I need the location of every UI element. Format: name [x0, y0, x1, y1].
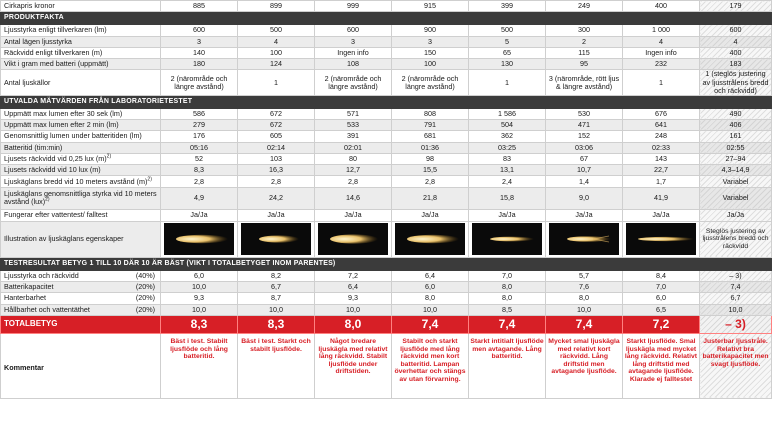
table-cell: 98	[392, 153, 469, 164]
score-cell: 8,4	[623, 270, 700, 281]
row-label	[1, 165, 161, 176]
total-score: 7,4	[546, 315, 623, 333]
beam-illustration-cell	[546, 221, 623, 257]
table-cell: 915	[392, 1, 469, 12]
table-cell: 4,9	[161, 187, 238, 209]
footnote-marker: 2)	[45, 196, 50, 203]
row-label-text: Ljusstyrka enligt tillverkaren (lm)	[4, 25, 107, 35]
table-cell: 05:16	[161, 142, 238, 153]
table-cell: 8,3	[161, 165, 238, 176]
table-row	[1, 119, 772, 130]
score-cell: 6,0	[161, 270, 238, 281]
table-cell: 400	[623, 1, 700, 12]
table-cell: 4,3–14,9	[700, 165, 772, 176]
table-cell: 232	[623, 59, 700, 70]
table-cell: 4	[238, 36, 315, 47]
row-label	[1, 36, 161, 47]
score-cell: – 3)	[700, 270, 772, 281]
score-cell: 10,0	[161, 304, 238, 315]
table-cell: 15,5	[392, 165, 469, 176]
table-cell: 885	[161, 1, 238, 12]
table-cell: 600	[315, 25, 392, 36]
score-cell: 8,0	[392, 293, 469, 304]
table-cell: Ja/Ja	[623, 209, 700, 221]
row-label	[1, 153, 161, 164]
total-score: 8,0	[315, 315, 392, 333]
table-row	[1, 282, 772, 293]
row-label-text: Cirkapris kronor	[4, 1, 55, 11]
score-cell: 7,0	[623, 282, 700, 293]
table-cell: 504	[469, 119, 546, 130]
score-cell: 10,0	[392, 304, 469, 315]
table-row	[1, 293, 772, 304]
row-label-text: Hållbarhet och vattentäthet	[4, 304, 90, 314]
table-cell: 83	[469, 153, 546, 164]
score-cell: 6,4	[315, 282, 392, 293]
row-label-text: Ljusets räckvidd vid 10 lux (m)	[4, 165, 101, 175]
table-cell: 4	[700, 36, 772, 47]
footnote-marker: 2)	[147, 176, 152, 183]
table-cell: 02:33	[623, 142, 700, 153]
table-cell: 27–94	[700, 153, 772, 164]
row-label	[1, 209, 161, 221]
table-cell: 500	[469, 25, 546, 36]
table-row	[1, 153, 772, 164]
table-cell: 2,8	[392, 176, 469, 187]
table-cell: 52	[161, 153, 238, 164]
table-cell: 130	[469, 59, 546, 70]
row-label	[1, 1, 161, 12]
table-cell: 100	[392, 59, 469, 70]
row-label	[1, 108, 161, 119]
table-cell: 15,8	[469, 187, 546, 209]
score-cell: 10,0	[238, 304, 315, 315]
score-cell: 6,4	[392, 270, 469, 281]
score-cell: 10,0	[315, 304, 392, 315]
comment-text: Något bredare ljuskägla med relativt lång räckvidd. Stabilt ljusflöde under driftstiden.	[315, 333, 392, 398]
light-beam-icon	[241, 223, 311, 255]
weight-label: (20%)	[135, 282, 155, 292]
table-cell: 899	[238, 1, 315, 12]
table-cell: 143	[623, 153, 700, 164]
row-label-text: Uppmätt max lumen efter 2 min (lm)	[4, 120, 119, 130]
table-cell: 571	[315, 108, 392, 119]
row-label-text: Ljuskäglans bredd vid 10 meters avstånd (m)	[4, 176, 148, 186]
score-cell: 10,0	[161, 282, 238, 293]
table-row	[1, 70, 772, 95]
table-row	[1, 25, 772, 36]
table-cell: 300	[546, 25, 623, 36]
table-cell: 249	[546, 1, 623, 12]
table-cell: 2	[546, 36, 623, 47]
table-row	[1, 187, 772, 209]
score-cell: 8,0	[469, 293, 546, 304]
comment-text: Bäst i test. Stabilt ljusflöde och lång batteritid.	[161, 333, 238, 398]
score-cell: 8,5	[469, 304, 546, 315]
light-beam-icon	[472, 223, 542, 255]
table-cell: 03:25	[469, 142, 546, 153]
table-cell: 152	[546, 131, 623, 142]
table-cell: 900	[392, 25, 469, 36]
row-label	[1, 25, 161, 36]
beam-note: Steglös justering av ljusstrålens bredd och räckvidd	[700, 221, 772, 257]
table-cell: 14,6	[315, 187, 392, 209]
table-cell: 4	[623, 36, 700, 47]
table-cell: 2,8	[161, 176, 238, 187]
table-cell: 140	[161, 47, 238, 58]
table-cell: 161	[700, 131, 772, 142]
table-cell: 533	[315, 119, 392, 130]
table-cell: 67	[546, 153, 623, 164]
table-cell: 183	[700, 59, 772, 70]
section-title: TESTRESULTAT BETYG 1 TILL 10 DÄR 10 ÄR BÄST (VIKT I TOTALBETYGET INOM PARENTES)	[1, 257, 772, 270]
table-cell: 500	[238, 25, 315, 36]
total-score: 8,3	[238, 315, 315, 333]
table-cell: 2,8	[238, 176, 315, 187]
table-cell: 1,4	[546, 176, 623, 187]
row-label: Illustration av ljuskäglans egenskaper	[1, 221, 161, 257]
table-row	[1, 59, 772, 70]
row-label	[1, 176, 161, 187]
table-cell: 248	[623, 131, 700, 142]
table-row	[1, 1, 772, 12]
beam-illustration-cell	[315, 221, 392, 257]
table-row	[1, 176, 772, 187]
table-cell: 65	[469, 47, 546, 58]
table-cell: 676	[623, 108, 700, 119]
row-label-text: Antal lägen ljusstyrka	[4, 36, 72, 46]
score-cell: 6,0	[392, 282, 469, 293]
comment-label: Kommentar	[1, 333, 161, 398]
beam-illustration-cell	[238, 221, 315, 257]
table-cell: 641	[623, 119, 700, 130]
weight-label: (40%)	[135, 270, 155, 280]
table-cell: 12,7	[315, 165, 392, 176]
row-label	[1, 282, 161, 293]
table-cell: 2 (närområde och längre avstånd)	[315, 70, 392, 95]
row-label-text: Uppmätt max lumen efter 30 sek (lm)	[4, 108, 123, 118]
table-cell: 672	[238, 108, 315, 119]
table-cell: 10,7	[546, 165, 623, 176]
table-cell: 22,7	[623, 165, 700, 176]
table-cell: 5	[469, 36, 546, 47]
light-beam-icon	[318, 223, 388, 255]
score-cell: 8,0	[469, 282, 546, 293]
score-cell: 6,5	[623, 304, 700, 315]
table-cell: 791	[392, 119, 469, 130]
footnote-marker: 2)	[106, 153, 112, 160]
comment-text: Mycket smal ljuskägla med relativt kort räckvidd. Lång driftstid men avtagande ljusflöde.	[546, 333, 623, 398]
table-cell: Ja/Ja	[700, 209, 772, 221]
table-cell: 108	[315, 59, 392, 70]
table-cell: 406	[700, 119, 772, 130]
table-cell: 21,8	[392, 187, 469, 209]
table-cell: 13,1	[469, 165, 546, 176]
table-cell: 600	[700, 25, 772, 36]
total-label: TOTALBETYG	[1, 315, 161, 333]
table-row	[1, 36, 772, 47]
table-cell: Variabel	[700, 187, 772, 209]
table-row	[1, 142, 772, 153]
score-cell: 9,3	[161, 293, 238, 304]
table-cell: Ja/Ja	[161, 209, 238, 221]
table-cell: 808	[392, 108, 469, 119]
score-cell: 10,0	[700, 304, 772, 315]
table-cell: 01:36	[392, 142, 469, 153]
score-cell: 7,2	[315, 270, 392, 281]
beam-illustration-cell	[623, 221, 700, 257]
section-header	[1, 257, 772, 270]
table-cell: 100	[238, 47, 315, 58]
table-cell: 2 (närområde och längre avstånd)	[392, 70, 469, 95]
total-score: – 3)	[700, 315, 772, 333]
table-cell: 03:06	[546, 142, 623, 153]
section-title: PRODUKTFAKTA	[1, 12, 772, 25]
row-label	[1, 187, 161, 209]
table-cell: 3	[161, 36, 238, 47]
table-cell: 1 000	[623, 25, 700, 36]
row-label	[1, 47, 161, 58]
table-cell: Ingen info	[315, 47, 392, 58]
comment-text: Stabilt och starkt ljusflöde med lång räckvidd men kort batteritid. Lampan överhettar och stängs av utan förvarning.	[392, 333, 469, 398]
row-label-text: Räckvidd enligt tillverkaren (m)	[4, 48, 103, 57]
weight-label: (20%)	[135, 293, 155, 303]
illustration-row	[1, 221, 772, 257]
total-score: 7,2	[623, 315, 700, 333]
table-cell: 362	[469, 131, 546, 142]
table-cell: 672	[238, 119, 315, 130]
score-cell: 8,7	[238, 293, 315, 304]
row-label-text: Ljusets räckvidd vid 0,25 lux (m)	[4, 153, 107, 163]
score-cell: 6,7	[238, 282, 315, 293]
table-cell: 1 586	[469, 108, 546, 119]
table-row	[1, 47, 772, 58]
section-header	[1, 12, 772, 25]
table-cell: 02:14	[238, 142, 315, 153]
table-cell: 681	[392, 131, 469, 142]
section-title: UTVALDA MÄTVÄRDEN FRÅN LABORATORIETESTET	[1, 95, 772, 108]
table-cell: 179	[700, 1, 772, 12]
table-cell: 02:55	[700, 142, 772, 153]
table-cell: 586	[161, 108, 238, 119]
row-label-text: Fungerar efter vattentest/ falltest	[4, 210, 108, 220]
score-cell: 7,0	[469, 270, 546, 281]
score-cell: 8,2	[238, 270, 315, 281]
weight-label: (20%)	[135, 304, 155, 314]
score-cell: 6,7	[700, 293, 772, 304]
table-cell: 279	[161, 119, 238, 130]
table-cell: Variabel	[700, 176, 772, 187]
row-label	[1, 142, 161, 153]
table-cell: 2,4	[469, 176, 546, 187]
comment-row	[1, 333, 772, 398]
table-cell: 115	[546, 47, 623, 58]
table-cell: 95	[546, 59, 623, 70]
table-cell: 180	[161, 59, 238, 70]
row-label	[1, 59, 161, 70]
row-label-text: Genomsnittlig lumen under batteritiden (lm)	[4, 131, 142, 141]
table-cell: 471	[546, 119, 623, 130]
beam-illustration-cell	[392, 221, 469, 257]
table-cell: Ja/Ja	[469, 209, 546, 221]
table-cell: 999	[315, 1, 392, 12]
table-cell: 1	[469, 70, 546, 95]
table-cell: 530	[546, 108, 623, 119]
table-cell: Ja/Ja	[315, 209, 392, 221]
table-cell: 1	[238, 70, 315, 95]
table-cell: 103	[238, 153, 315, 164]
row-label-text: Vikt i gram med batteri (uppmätt)	[4, 59, 109, 69]
beam-illustration-cell	[161, 221, 238, 257]
row-label	[1, 304, 161, 315]
beam-illustration-cell	[469, 221, 546, 257]
comment-text: Starkt ljusflöde. Smal ljuskägla med mycket lång räckvidd. Relativt lång driftstid med avtagande ljusflöde. Klarade ej falltestet	[623, 333, 700, 398]
table-cell: 600	[161, 25, 238, 36]
light-beam-icon	[164, 223, 234, 255]
table-cell: 1,7	[623, 176, 700, 187]
table-row	[1, 131, 772, 142]
table-cell: Ingen info	[623, 47, 700, 58]
row-label-text: Batterikapacitet	[4, 282, 54, 292]
table-cell: Ja/Ja	[546, 209, 623, 221]
table-cell: 400	[700, 47, 772, 58]
table-cell: 16,3	[238, 165, 315, 176]
table-row	[1, 165, 772, 176]
table-cell: 1 (steglös justering av ljusstrålens bredd och räckvidd)	[700, 70, 772, 95]
table-cell: 2 (närområde och längre avstånd)	[161, 70, 238, 95]
row-label	[1, 119, 161, 130]
section-header	[1, 95, 772, 108]
score-cell: 8,0	[546, 293, 623, 304]
total-score-row	[1, 315, 772, 333]
score-cell: 6,0	[623, 293, 700, 304]
total-score: 8,3	[161, 315, 238, 333]
table-row	[1, 270, 772, 281]
table-cell: Ja/Ja	[392, 209, 469, 221]
row-label	[1, 293, 161, 304]
table-row	[1, 108, 772, 119]
table-cell: Ja/Ja	[238, 209, 315, 221]
table-cell: 2,8	[315, 176, 392, 187]
row-label-text: Antal ljuskällor	[4, 77, 51, 87]
score-cell: 10,0	[546, 304, 623, 315]
table-cell: 3	[392, 36, 469, 47]
table-cell: 41,9	[623, 187, 700, 209]
table-cell: 24,2	[238, 187, 315, 209]
total-score: 7,4	[469, 315, 546, 333]
row-label-text: Ljuskäglans genomsnittliga styrka vid 10 meters avstånd (lux)	[4, 189, 157, 207]
light-beam-icon	[549, 223, 619, 255]
table-cell: 150	[392, 47, 469, 58]
table-cell: 02:01	[315, 142, 392, 153]
row-label	[1, 131, 161, 142]
row-label	[1, 270, 161, 281]
table-row	[1, 304, 772, 315]
row-label-text: Hanterbarhet	[4, 293, 46, 303]
comment-text: Bäst i test. Starkt och stabilt ljusflöde.	[238, 333, 315, 398]
table-cell: 176	[161, 131, 238, 142]
table-cell: 124	[238, 59, 315, 70]
table-cell: 3	[315, 36, 392, 47]
score-cell: 9,3	[315, 293, 392, 304]
score-cell: 5,7	[546, 270, 623, 281]
table-row	[1, 209, 772, 221]
table-cell: 391	[315, 131, 392, 142]
table-cell: 399	[469, 1, 546, 12]
score-cell: 7,6	[546, 282, 623, 293]
comment-text: Justerbar ljusstråle. Relativt bra batterikapacitet men svagt ljusflöde.	[700, 333, 772, 398]
table-cell: 490	[700, 108, 772, 119]
row-label-text: Batteritid (tim:min)	[4, 142, 63, 152]
row-label	[1, 70, 161, 95]
table-cell: 3 (närområde, rött ljus & längre avstånd)	[546, 70, 623, 95]
total-score: 7,4	[392, 315, 469, 333]
table-cell: 605	[238, 131, 315, 142]
light-beam-icon	[626, 223, 696, 255]
comment-text: Starkt intitialt ljusflöde men avtagande. Lång batteritid.	[469, 333, 546, 398]
table-cell: 9,0	[546, 187, 623, 209]
table-cell: 1	[623, 70, 700, 95]
light-beam-icon	[395, 223, 465, 255]
score-cell: 7,4	[700, 282, 772, 293]
table-cell: 80	[315, 153, 392, 164]
row-label-text: Ljusstyrka och räckvidd	[4, 270, 79, 280]
